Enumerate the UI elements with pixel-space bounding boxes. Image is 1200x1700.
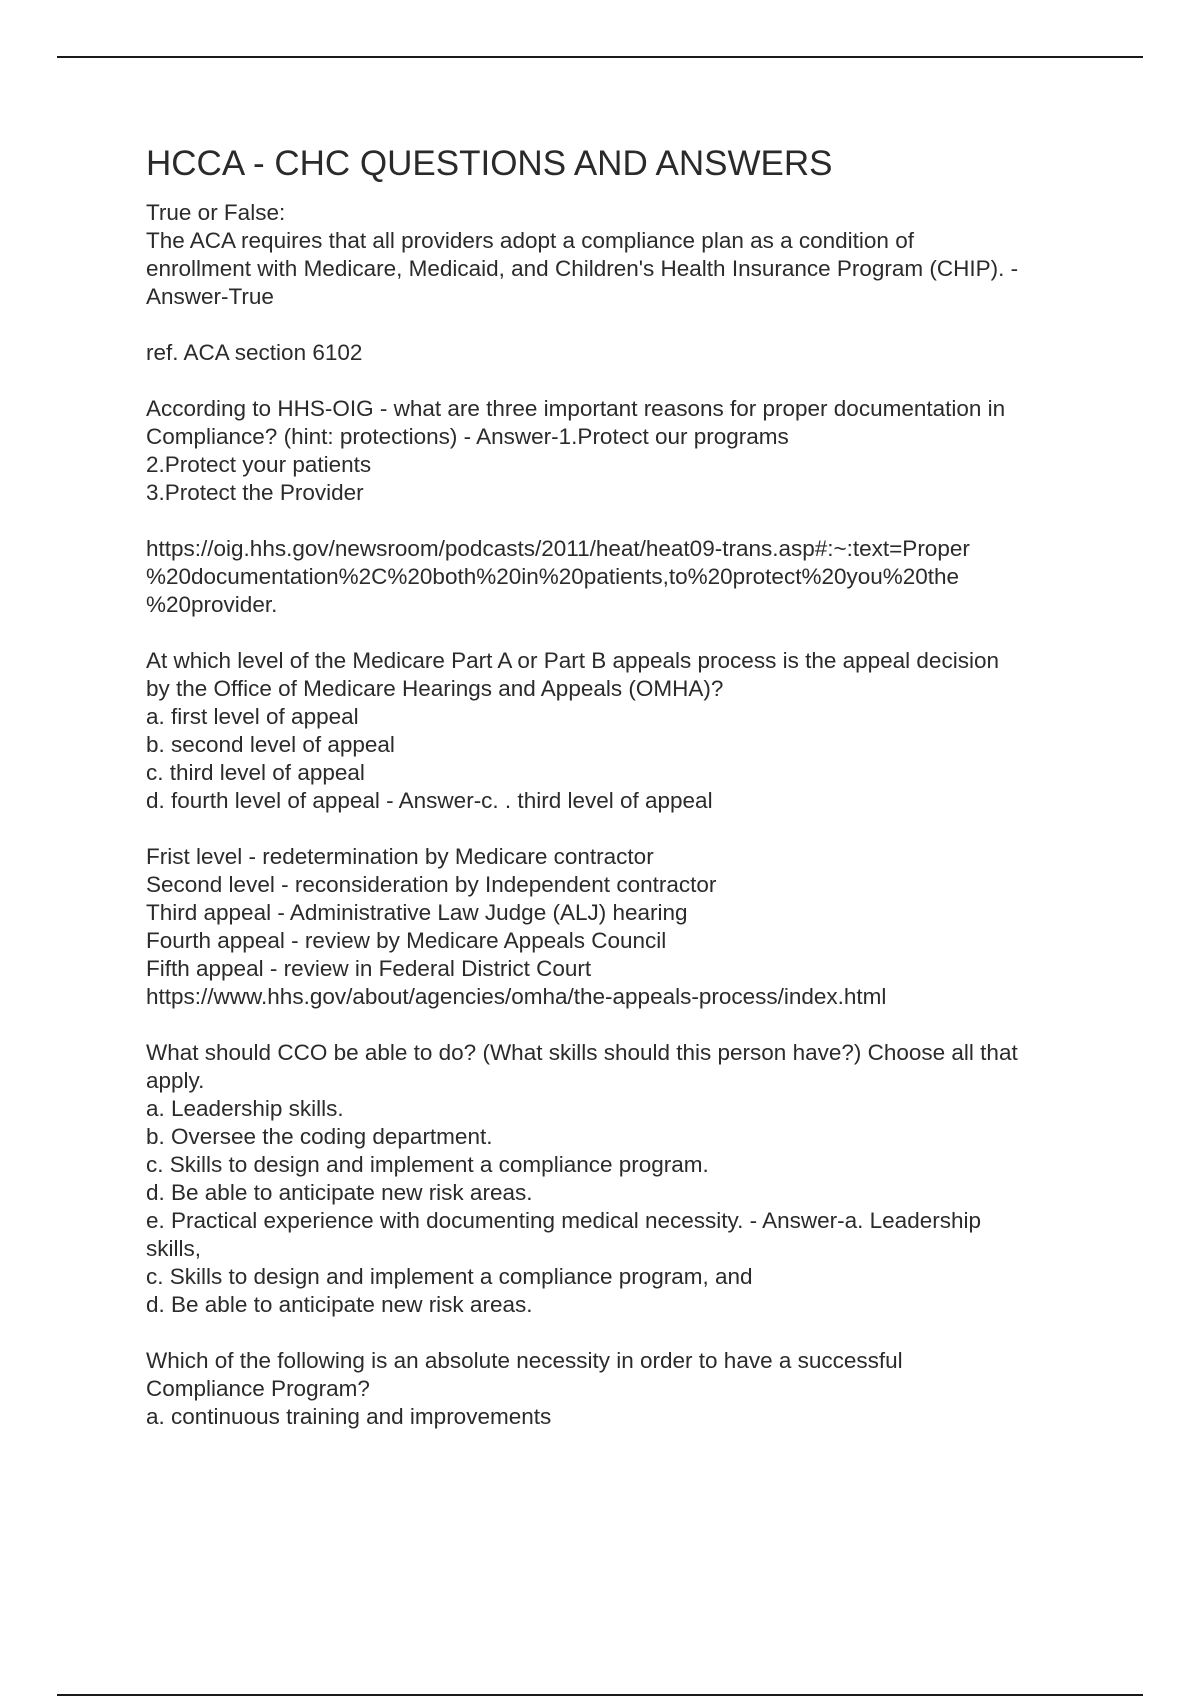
text-line: d. Be able to anticipate new risk areas. bbox=[146, 1180, 533, 1205]
text-line: b. Oversee the coding department. bbox=[146, 1124, 493, 1149]
text-line: %20provider. bbox=[146, 592, 278, 617]
text-line: https://www.hhs.gov/about/agencies/omha/the-appeals-process/index.html bbox=[146, 984, 887, 1009]
text-line: skills, bbox=[146, 1236, 201, 1261]
text-line: c. third level of appeal bbox=[146, 760, 365, 785]
text-line: https://oig.hhs.gov/newsroom/podcasts/2011/heat/heat09-trans.asp#:~:text=Proper bbox=[146, 536, 970, 561]
text-line: According to HHS-OIG - what are three important reasons for proper documentation in bbox=[146, 396, 1006, 421]
qa-appeal-level bbox=[146, 647, 1096, 815]
document-body bbox=[146, 142, 1096, 1459]
text-line: The ACA requires that all providers adopt a compliance plan as a condition of bbox=[146, 228, 914, 253]
text-line: by the Office of Medicare Hearings and Appeals (OMHA)? bbox=[146, 676, 724, 701]
qa-true-false bbox=[146, 199, 1096, 311]
text-line: d. Be able to anticipate new risk areas. bbox=[146, 1292, 533, 1317]
appeal-levels-explanation bbox=[146, 843, 1096, 1011]
text-line: Fourth appeal - review by Medicare Appeals Council bbox=[146, 928, 667, 953]
text-line: a. continuous training and improvements bbox=[146, 1404, 552, 1429]
text-line: Compliance Program? bbox=[146, 1376, 370, 1401]
text-line: d. fourth level of appeal - Answer-c. . third level of appeal bbox=[146, 788, 713, 813]
text-line: ref. ACA section 6102 bbox=[146, 340, 363, 365]
text-line: Third appeal - Administrative Law Judge (ALJ) hearing bbox=[146, 900, 688, 925]
text-line: 2.Protect your patients bbox=[146, 452, 372, 477]
text-line: %20documentation%2C%20both%20in%20patients,to%20protect%20you%20the bbox=[146, 564, 960, 589]
text-line: a. first level of appeal bbox=[146, 704, 359, 729]
text-line: apply. bbox=[146, 1068, 205, 1093]
text-line: Fifth appeal - review in Federal District Court bbox=[146, 956, 592, 981]
footer-rule bbox=[57, 1694, 1143, 1696]
qa-cco-skills bbox=[146, 1039, 1096, 1319]
text-line: Which of the following is an absolute necessity in order to have a successful bbox=[146, 1348, 903, 1373]
text-line: What should CCO be able to do? (What skills should this person have?) Choose all that bbox=[146, 1040, 1018, 1065]
text-line: At which level of the Medicare Part A or Part B appeals process is the appeal decision bbox=[146, 648, 999, 673]
text-line: True or False: bbox=[146, 200, 286, 225]
header-rule bbox=[57, 56, 1143, 58]
text-line: Frist level - redetermination by Medicare contractor bbox=[146, 844, 654, 869]
text-line: Answer-True bbox=[146, 284, 274, 309]
source-url-oig bbox=[146, 535, 1096, 619]
text-line: e. Practical experience with documenting medical necessity. - Answer-a. Leadership bbox=[146, 1208, 981, 1233]
text-line: Second level - reconsideration by Independent contractor bbox=[146, 872, 717, 897]
qa-compliance-necessity bbox=[146, 1347, 1096, 1431]
text-line: b. second level of appeal bbox=[146, 732, 395, 757]
text-line: c. Skills to design and implement a compliance program. bbox=[146, 1152, 709, 1177]
reference-note bbox=[146, 339, 1096, 367]
text-line: 3.Protect the Provider bbox=[146, 480, 364, 505]
qa-documentation-reasons bbox=[146, 395, 1096, 507]
text-line: enrollment with Medicare, Medicaid, and Children's Health Insurance Program (CHIP). - bbox=[146, 256, 1019, 281]
document-title: HCCA - CHC QUESTIONS AND ANSWERS bbox=[146, 144, 833, 183]
text-line: a. Leadership skills. bbox=[146, 1096, 344, 1121]
text-line: c. Skills to design and implement a compliance program, and bbox=[146, 1264, 753, 1289]
text-line: Compliance? (hint: protections) - Answer-1.Protect our programs bbox=[146, 424, 789, 449]
